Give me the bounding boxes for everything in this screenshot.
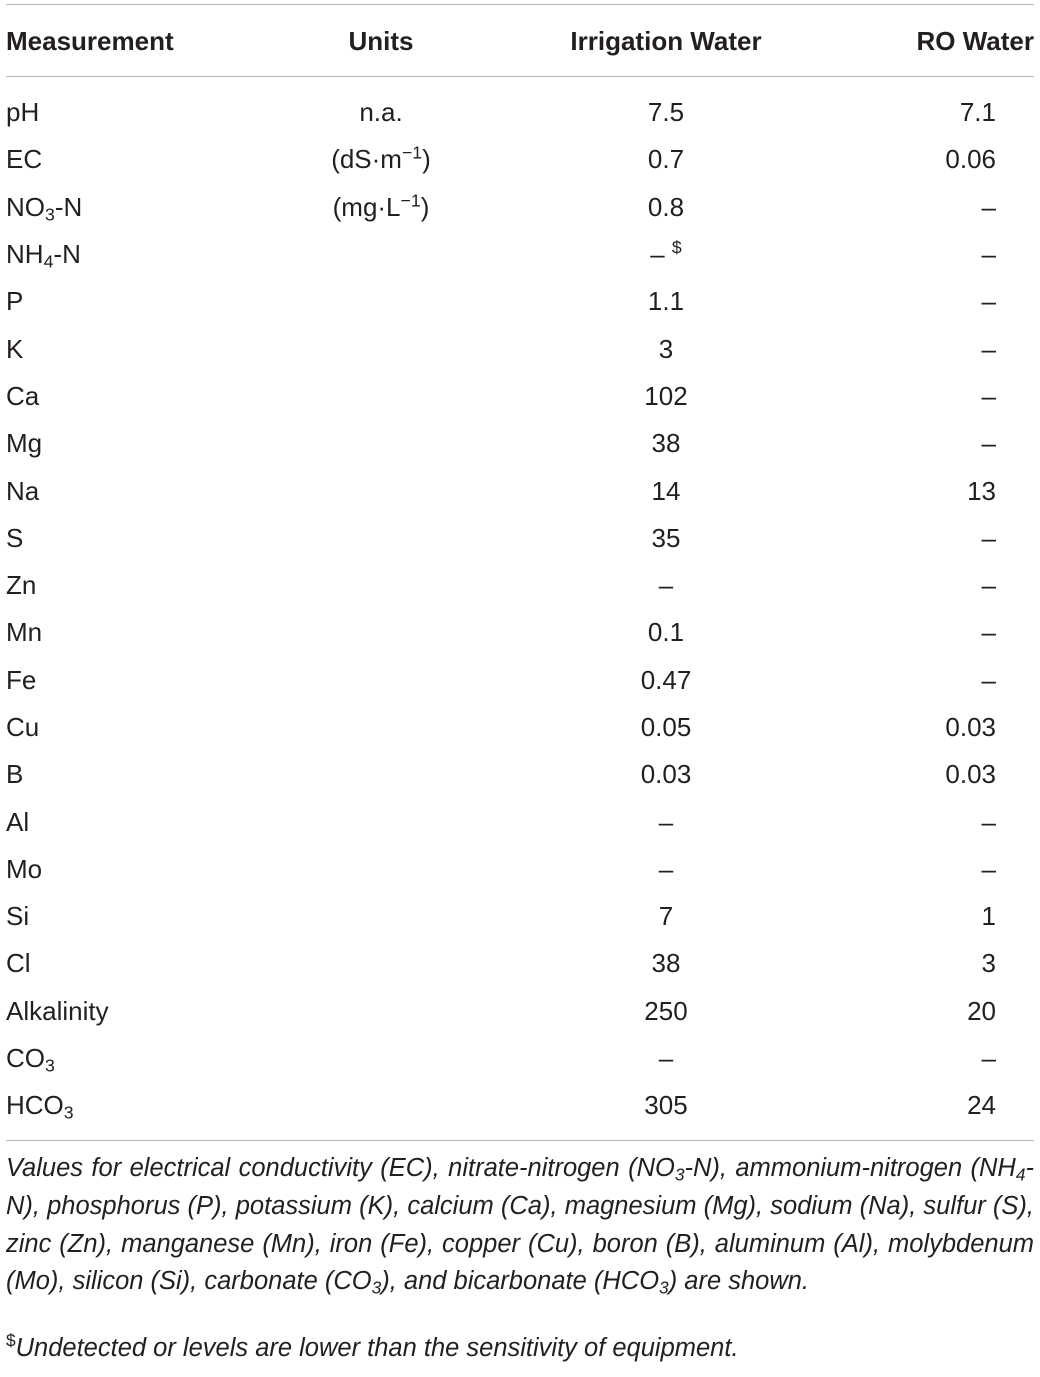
table-row: [6, 231, 1034, 278]
header-row: [6, 17, 1034, 65]
cell-ro-water: –: [981, 853, 996, 884]
cell-units: [256, 278, 506, 325]
cell-irrigation-water: –: [658, 806, 674, 837]
cell-ro-water: 24: [967, 1090, 996, 1121]
cell-units: [256, 420, 506, 467]
cell-measurement: $NH_4-N$: [6, 239, 81, 272]
cell-ro-water: 0.03: [945, 759, 996, 790]
table-row: [6, 609, 1034, 656]
cell-units: [256, 373, 506, 420]
cell-irrigation-water: 7.5: [647, 97, 685, 128]
header-ro-water: RO Water: [916, 25, 1034, 56]
cell-ro-water: 0.03: [945, 712, 996, 742]
cell-units: [256, 562, 506, 609]
cell-units: [256, 846, 506, 893]
cell-units: [256, 467, 506, 514]
cell-units: n.a.: [359, 97, 403, 128]
table-row: [6, 184, 1034, 231]
cell-units: [256, 325, 506, 372]
cell-measurement: $NO_3-N$: [6, 191, 83, 225]
cell-ro-water: –: [981, 286, 996, 317]
cell-units: [256, 751, 506, 798]
cell-measurement: Cu: [6, 712, 40, 742]
table-row: [6, 136, 1034, 183]
table-row: [6, 846, 1034, 893]
cell-ro-water: –: [981, 664, 996, 695]
table-row: [6, 704, 1034, 751]
cell-irrigation-water: –: [658, 570, 674, 601]
cell-ro-water: 20: [967, 995, 996, 1026]
table-row: [6, 325, 1034, 372]
cell-irrigation-water: 0.47: [640, 664, 692, 695]
cell-irrigation-water: 38: [651, 428, 681, 459]
top-rule: [6, 4, 1034, 5]
cell-measurement: Ca: [6, 380, 40, 411]
table-row: [6, 89, 1034, 136]
table-row: [6, 467, 1034, 514]
cell-units: [256, 1082, 506, 1129]
cell-units: $(dS\cdot m^{-1})$: [331, 142, 431, 175]
table-row: [6, 562, 1034, 609]
cell-measurement: K: [6, 333, 24, 364]
cell-measurement: Fe: [6, 664, 37, 695]
header-measurement: Measurement: [6, 25, 174, 56]
cell-measurement: Zn: [6, 570, 37, 601]
water-analysis-table: [6, 17, 1034, 1130]
footnote-values-note: Values for electrical conductivity (EC), nitrate-nitrogen $(NO_3-N)$, ammonium-nitrogen $(NH_4-N)$, phosphorus (P), potassium (K), calcium (Ca), magnesium (Mg), sodium (Na), sulfur (S), zinc (Zn), manganese (Mn), iron (Fe), copper (Cu), boron (B), aluminum (Al), molybdenum (Mo), silicon (Si), carbonate $(CO_3)$, and bicarbonate $(HCO_3)$ are shown.: [6, 1154, 1034, 1298]
table-row: [6, 1082, 1034, 1129]
table-row: [6, 940, 1034, 987]
cell-measurement: EC: [6, 144, 43, 175]
cell-ro-water: –: [981, 617, 996, 648]
footnote-undetected-text: Undetected or levels are lower than the sensitivity of equipment.: [15, 1334, 739, 1362]
cell-ro-water: –: [981, 380, 996, 411]
cell-measurement: Alkalinity: [6, 995, 109, 1026]
table-body: [6, 89, 1034, 1130]
cell-irrigation-water: 3: [658, 333, 674, 364]
cell-measurement: Si: [6, 901, 30, 932]
cell-irrigation-water: 14: [651, 475, 681, 506]
cell-ro-water: 13: [967, 475, 996, 506]
cell-irrigation-water: –: [658, 1043, 674, 1074]
cell-irrigation-water: –: [658, 853, 674, 884]
cell-ro-water: –: [981, 428, 996, 459]
cell-ro-water: –: [981, 239, 996, 270]
cell-ro-water: –: [981, 1043, 996, 1074]
cell-units: [256, 940, 506, 987]
cell-irrigation-water: 0.7: [647, 144, 685, 175]
cell-irrigation-water: 7: [658, 901, 674, 932]
cell-measurement: Cl: [6, 948, 31, 979]
cell-irrigation-water: 1.1: [647, 286, 685, 317]
table-row: [6, 988, 1034, 1035]
cell-measurement: pH: [6, 97, 40, 128]
table-row: [6, 893, 1034, 940]
cell-irrigation-water: 305: [644, 1090, 688, 1121]
table-row: [6, 798, 1034, 845]
cell-units: [256, 988, 506, 1035]
cell-ro-water: 1: [981, 901, 996, 932]
cell-units: [256, 609, 506, 656]
footnote-symbol: $: [6, 1330, 16, 1351]
cell-ro-water: –: [981, 333, 996, 364]
cell-irrigation-water: 0.1: [647, 617, 685, 648]
cell-irrigation-water: – $: [650, 237, 682, 270]
cell-irrigation-water: 102: [644, 380, 688, 411]
cell-measurement: Al: [6, 806, 30, 837]
cell-ro-water: –: [981, 522, 996, 553]
cell-ro-water: –: [981, 570, 996, 601]
cell-measurement: $CO_3$: [6, 1043, 55, 1076]
cell-measurement: Na: [6, 475, 40, 506]
cell-ro-water: 7.1: [959, 97, 996, 128]
cell-units: [256, 657, 506, 704]
cell-units: [256, 704, 506, 751]
cell-units: [256, 231, 506, 278]
cell-units: [256, 798, 506, 845]
cell-measurement: $HCO_3$: [6, 1090, 74, 1123]
cell-measurement: S: [6, 522, 24, 553]
cell-irrigation-water: 38: [651, 948, 681, 979]
cell-measurement: B: [6, 759, 24, 790]
cell-ro-water: 3: [981, 948, 996, 979]
cell-measurement: Mo: [6, 853, 43, 884]
cell-ro-water: –: [981, 806, 996, 837]
cell-irrigation-water: 0.05: [640, 712, 692, 742]
header-irrigation-water: Irrigation Water: [570, 25, 762, 56]
table-row: [6, 751, 1034, 798]
footnote-undetected: [6, 1330, 1034, 1368]
table-row: [6, 1035, 1034, 1082]
cell-irrigation-water: 0.8: [647, 191, 685, 222]
table-row: [6, 420, 1034, 467]
cell-ro-water: 0.06: [945, 144, 996, 175]
cell-measurement: Mn: [6, 617, 43, 648]
cell-units: [256, 1035, 506, 1082]
table-row: [6, 373, 1034, 420]
cell-ro-water: –: [981, 191, 996, 222]
table-row: [6, 657, 1034, 704]
cell-measurement: Mg: [6, 428, 43, 459]
bottom-rule: [6, 1140, 1034, 1141]
cell-irrigation-water: 250: [644, 995, 688, 1026]
header-units: Units: [348, 25, 414, 56]
cell-measurement: P: [6, 286, 24, 317]
table-row: [6, 515, 1034, 562]
table-row: [6, 278, 1034, 325]
cell-units: [256, 893, 506, 940]
cell-irrigation-water: 35: [651, 522, 681, 553]
cell-irrigation-water: 0.03: [640, 759, 692, 790]
cell-units: [256, 515, 506, 562]
cell-units: $(mg\cdot L^{-1})$: [332, 190, 430, 222]
